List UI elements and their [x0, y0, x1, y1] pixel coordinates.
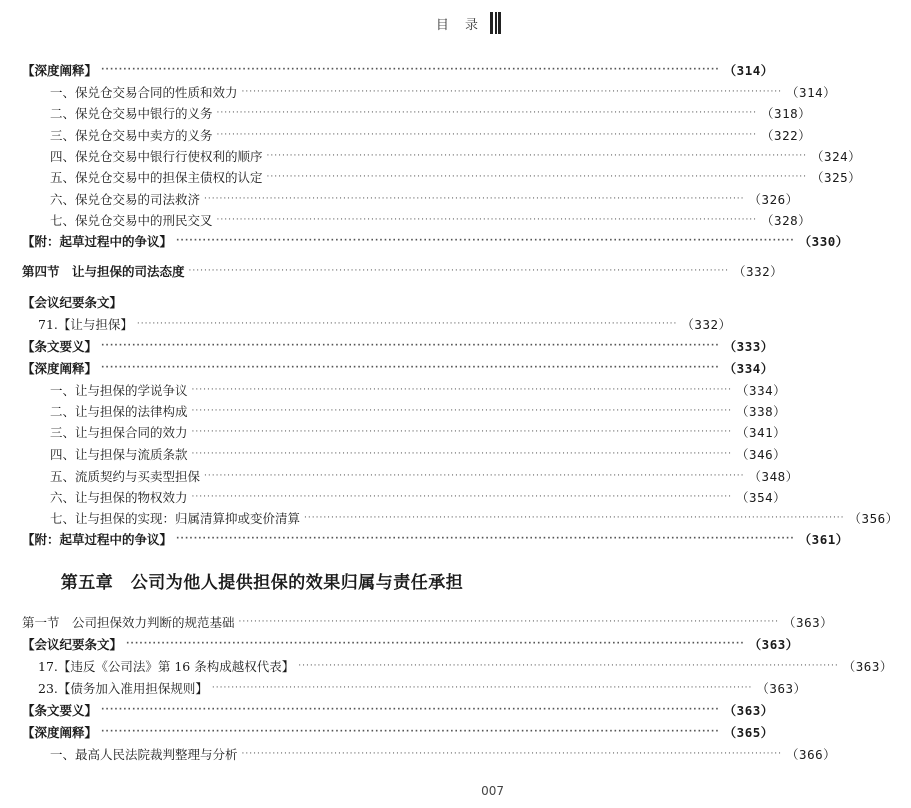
toc-entry-page: （326）	[748, 192, 799, 207]
toc-entry	[0, 209, 812, 231]
leader-dots: ············································································································································	[266, 151, 808, 161]
toc-entry	[0, 230, 849, 252]
toc-entry	[0, 400, 787, 422]
toc-entry	[0, 421, 787, 443]
toc-entry	[0, 743, 837, 765]
leader-dots: ············································································································································	[238, 617, 780, 627]
toc-entry-title: 二、保兑仓交易中银行的义务	[50, 106, 213, 121]
toc-entry-title: 一、保兑仓交易合同的性质和效力	[50, 85, 238, 100]
toc-entry-page: （363）	[842, 659, 893, 674]
page-number: 007	[481, 784, 504, 798]
toc-entry-title: 五、保兑仓交易中的担保主债权的认定	[50, 170, 263, 185]
leader-dots: ············································································································································	[101, 363, 720, 373]
toc-entry	[0, 260, 784, 282]
toc-entry-title: 七、保兑仓交易中的刑民交叉	[50, 213, 213, 228]
toc-entry-page: （318）	[761, 106, 812, 121]
leader-dots: ············································································································································	[304, 513, 845, 523]
leader-dots: ············································································································································	[204, 194, 745, 204]
leader-dots: ············································································································································	[176, 534, 795, 544]
toc-entry-page: （361）	[798, 532, 849, 547]
leader-dots: ············································································································································	[176, 236, 795, 246]
toc-entry-page: （363）	[756, 681, 807, 696]
toc-entry-title: 第一节 公司担保效力判断的规范基础	[22, 615, 235, 630]
toc-entry	[0, 145, 862, 167]
toc-entry-title: 四、保兑仓交易中银行行使权利的顺序	[50, 149, 263, 164]
toc-entry-page: （363）	[748, 637, 799, 652]
leader-dots: ············································································································································	[191, 406, 733, 416]
leader-dots: ············································································································································	[191, 427, 733, 437]
toc-entry-title: 四、让与担保与流质条款	[50, 447, 188, 462]
leader-dots: ············································································································································	[136, 319, 678, 329]
toc-entry-page: （346）	[736, 447, 787, 462]
toc-entry	[0, 633, 799, 655]
toc-entry-title: 【会议纪要条文】	[22, 637, 123, 652]
leader-dots: ············································································································································	[191, 385, 733, 395]
leader-dots: ············································································································································	[101, 705, 720, 715]
toc-entry	[0, 166, 862, 188]
toc-entry	[0, 507, 899, 529]
toc-entry-title: 【深度阐释】	[22, 361, 98, 376]
toc-entry-title: 三、让与担保合同的效力	[50, 425, 188, 440]
toc-entry-page: （334）	[736, 383, 787, 398]
toc-entry	[0, 102, 812, 124]
toc-entry-title: 【会议纪要条文】	[22, 295, 123, 310]
toc-entry	[0, 81, 837, 103]
toc-entry-title: 一、让与担保的学说争议	[50, 383, 188, 398]
toc-entry	[0, 59, 774, 81]
toc-entry-page: （365）	[723, 725, 774, 740]
leader-dots: ············································································································································	[216, 215, 758, 225]
toc-entry	[0, 611, 834, 633]
toc-entry-page: （332）	[733, 264, 784, 279]
toc-entry-title: 七、让与担保的实现：归属清算抑或变价清算	[50, 511, 301, 526]
leader-dots: ············································································································································	[216, 108, 758, 118]
toc-entry	[0, 486, 787, 508]
toc-entry-page: （314）	[723, 63, 774, 78]
toc-entry	[0, 721, 774, 743]
toc-entry-page: （354）	[736, 490, 787, 505]
leader-dots: ············································································································································	[204, 471, 745, 481]
leader-dots: ············································································································································	[216, 130, 758, 140]
toc-entry-title: 五、流质契约与买卖型担保	[50, 469, 201, 484]
toc-entry-page: （332）	[681, 317, 732, 332]
toc-entry-title: 【附：起草过程中的争议】	[22, 234, 173, 249]
leader-dots: ············································································································································	[298, 661, 839, 671]
toc-entry-page: （363）	[723, 703, 774, 718]
toc-entry-title: 第四节 让与担保的司法态度	[22, 264, 185, 279]
leader-dots: ············································································································································	[191, 492, 733, 502]
leader-dots: ············································································································································	[191, 449, 733, 459]
toc-entry-page: （348）	[748, 469, 799, 484]
toc-entry-page: （334）	[723, 361, 774, 376]
toc-entry-page: （324）	[811, 149, 862, 164]
toc-entry-title: 二、让与担保的法律构成	[50, 404, 188, 419]
toc-entry	[0, 443, 787, 465]
toc-entry-page: （338）	[736, 404, 787, 419]
toc-entry	[0, 291, 524, 313]
toc-entry	[0, 677, 807, 699]
leader-dots: ············································································································································	[266, 172, 808, 182]
toc-entry-title: 【条文要义】	[22, 339, 98, 354]
toc-entry-title: 23.【债务加入准用担保规则】	[38, 681, 208, 696]
toc-entry	[0, 124, 812, 146]
toc-entry-page: （322）	[761, 128, 812, 143]
toc-entry	[0, 655, 893, 677]
leader-dots: ············································································································································	[101, 65, 720, 75]
toc-entry-title: 17.【违反《公司法》第 16 条构成越权代表】	[38, 659, 295, 674]
toc-entry	[0, 335, 774, 357]
chapter-heading: 第五章 公司为他人提供担保的效果归属与责任承担	[60, 573, 464, 593]
toc-entry-page: （356）	[848, 511, 899, 526]
toc-entry-title: 六、让与担保的物权效力	[50, 490, 188, 505]
toc-entry-page: （341）	[736, 425, 787, 440]
toc-entry-page: （328）	[761, 213, 812, 228]
leader-dots: ············································································································································	[211, 683, 753, 693]
toc-entry-title: 【附：起草过程中的争议】	[22, 532, 173, 547]
toc-entry	[0, 313, 732, 335]
toc-entry-page: （330）	[798, 234, 849, 249]
toc-entry-page: （314）	[786, 85, 837, 100]
leader-dots: ············································································································································	[101, 341, 720, 351]
leader-dots: ············································································································································	[241, 749, 783, 759]
leader-dots: ············································································································································	[101, 727, 720, 737]
toc-entry-title: 六、保兑仓交易的司法救济	[50, 192, 201, 207]
toc-entry-page: （366）	[786, 747, 837, 762]
leader-dots: ············································································································································	[126, 639, 745, 649]
toc-entry-title: 三、保兑仓交易中卖方的义务	[50, 128, 213, 143]
toc-entry	[0, 188, 799, 210]
toc-entry	[0, 357, 774, 379]
toc-entry-title: 【条文要义】	[22, 703, 98, 718]
header-title: 目 录	[435, 18, 484, 33]
leader-dots: ············································································································································	[188, 266, 730, 276]
leader-dots: ············································································································································	[241, 87, 783, 97]
toc-entry-page: （363）	[783, 615, 834, 630]
toc-entry-page: （325）	[811, 170, 862, 185]
toc-entry-title: 一、最高人民法院裁判整理与分析	[50, 747, 238, 762]
toc-entry-title: 【深度阐释】	[22, 725, 98, 740]
toc-entry	[0, 528, 849, 550]
toc-entry	[0, 465, 799, 487]
toc-entry	[0, 379, 787, 401]
toc-entry-title: 71.【让与担保】	[38, 317, 133, 332]
toc-entry	[0, 699, 774, 721]
toc-entry-title: 【深度阐释】	[22, 63, 98, 78]
toc-entry-page: （333）	[723, 339, 774, 354]
